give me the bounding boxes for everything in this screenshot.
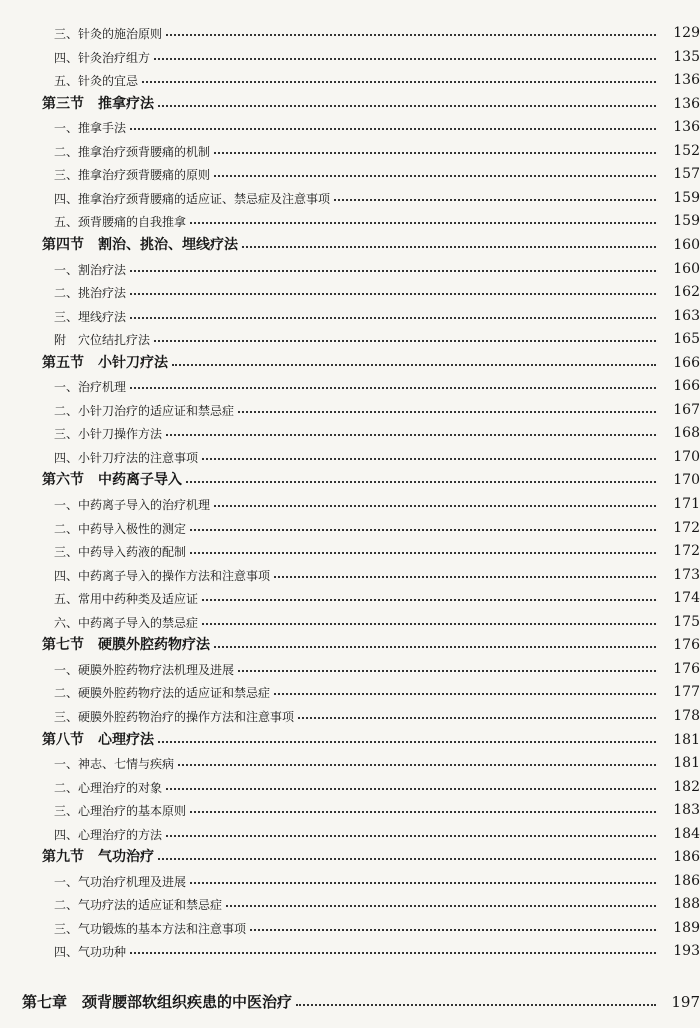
toc-entry-title: 第九节 气功治疗 xyxy=(42,849,154,866)
toc-entry-page-number: 171 xyxy=(673,496,700,512)
dot-leader xyxy=(130,387,656,389)
toc-section xyxy=(0,346,700,370)
dot-leader xyxy=(190,552,656,554)
toc-entry-page-number: 136 xyxy=(673,95,700,112)
toc-chapter xyxy=(0,986,700,1010)
dot-leader xyxy=(166,835,656,837)
toc-entry-title: 二、气功疗法的适应证和禁忌症 xyxy=(54,898,223,913)
dot-leader xyxy=(166,434,656,436)
toc-entry-title: 一、推拿手法 xyxy=(54,121,127,136)
toc-entry-title: 四、中药离子导入的操作方法和注意事项 xyxy=(54,568,271,583)
toc-entry-title: 五、针灸的宜忌 xyxy=(54,74,139,89)
toc-entry xyxy=(0,605,700,629)
dot-leader xyxy=(202,623,656,625)
toc-entry-page-number: 136 xyxy=(673,72,700,89)
dot-leader xyxy=(190,811,656,813)
toc-entry-page-number: 193 xyxy=(673,943,700,960)
toc-entry-title: 三、推拿治疗颈背腰痛的原则 xyxy=(54,168,211,183)
toc-entry xyxy=(0,675,700,699)
toc-entry-page-number: 135 xyxy=(673,48,700,65)
toc-entry xyxy=(0,817,700,841)
toc-entry-page-number: 184 xyxy=(673,825,700,842)
dot-leader xyxy=(130,270,656,272)
toc-entry-page-number: 181 xyxy=(673,755,700,772)
toc-section xyxy=(0,463,700,487)
toc-entry-title: 一、气功治疗机理及进展 xyxy=(54,874,187,889)
toc-entry xyxy=(0,322,700,346)
toc-entry xyxy=(0,416,700,440)
toc-entry xyxy=(0,40,700,64)
dot-leader xyxy=(298,717,656,719)
dot-leader xyxy=(154,340,656,342)
dot-leader xyxy=(214,152,656,154)
toc-entry xyxy=(0,299,700,323)
toc-entry-title: 四、气功功种 xyxy=(54,945,127,960)
toc-entry-page-number: 170 xyxy=(673,472,700,489)
toc-entry-title: 第七章 颈背腰部软组织疾患的中医治疗 xyxy=(22,993,293,1011)
toc-entry xyxy=(0,511,700,535)
toc-entry-page-number: 166 xyxy=(673,354,700,371)
toc-entry-title: 三、中药导入药液的配制 xyxy=(54,545,187,560)
toc-entry-page-number: 160 xyxy=(673,236,700,253)
dot-leader xyxy=(190,529,656,531)
dot-leader xyxy=(250,929,656,931)
toc-entry-title: 四、心理治疗的方法 xyxy=(54,827,163,842)
dot-leader xyxy=(130,952,656,954)
dot-leader xyxy=(214,175,656,177)
toc-entry-page-number: 160 xyxy=(673,260,700,277)
dot-leader xyxy=(190,222,656,224)
toc-entry-title: 一、硬膜外腔药物疗法机理及进展 xyxy=(54,662,235,677)
dot-leader xyxy=(130,128,656,130)
toc-entry xyxy=(0,134,700,158)
toc-entry-title: 三、气功锻炼的基本方法和注意事项 xyxy=(54,921,247,936)
toc-entry-page-number: 173 xyxy=(673,566,700,583)
toc-entry-title: 四、针灸治疗组方 xyxy=(54,50,151,65)
toc-entry-title: 四、推拿治疗颈背腰痛的适应证、禁忌症及注意事项 xyxy=(54,191,331,206)
dot-leader xyxy=(158,741,656,743)
toc-entry-title: 六、中药离子导入的禁忌症 xyxy=(54,615,199,630)
dot-leader xyxy=(202,599,656,601)
toc-entry xyxy=(0,440,700,464)
dot-leader xyxy=(166,788,656,790)
dot-leader xyxy=(202,458,656,460)
toc-entry-page-number: 186 xyxy=(673,872,700,889)
toc-entry-title: 第四节 割治、挑治、埋线疗法 xyxy=(42,236,238,253)
toc-entry-page-number: 129 xyxy=(673,25,700,41)
toc-entry xyxy=(0,793,700,817)
toc-entry xyxy=(0,770,700,794)
toc-entry-title: 三、埋线疗法 xyxy=(54,309,127,324)
toc-entry-page-number: 176 xyxy=(673,660,700,677)
dot-leader xyxy=(166,34,656,36)
toc-entry xyxy=(0,110,700,134)
toc-entry xyxy=(0,887,700,911)
dot-leader xyxy=(178,764,656,766)
toc-entry xyxy=(0,204,700,228)
toc-entry-title: 三、针灸的施治原则 xyxy=(54,27,163,41)
toc-entry xyxy=(0,393,700,417)
toc-entry xyxy=(0,16,700,40)
toc-entry-title: 五、常用中药种类及适应证 xyxy=(54,592,199,607)
toc-entry-page-number: 152 xyxy=(673,142,700,159)
toc-entry-page-number: 162 xyxy=(673,284,700,301)
toc-entry xyxy=(0,487,700,511)
toc-entry xyxy=(0,63,700,87)
toc-entry-page-number: 176 xyxy=(673,637,700,654)
toc-section xyxy=(0,628,700,652)
dot-leader xyxy=(142,81,656,83)
toc-entry-title: 二、硬膜外腔药物疗法的适应证和禁忌症 xyxy=(54,686,271,701)
toc-section xyxy=(0,840,700,864)
toc-entry xyxy=(0,746,700,770)
toc-entry-page-number: 177 xyxy=(673,684,700,701)
dot-leader xyxy=(130,293,656,295)
toc-section xyxy=(0,87,700,111)
toc-entry xyxy=(0,652,700,676)
dot-leader xyxy=(238,670,656,672)
toc-entry-page-number: 165 xyxy=(673,331,700,348)
toc-entry-page-number: 186 xyxy=(673,849,700,866)
toc-entry-page-number: 159 xyxy=(673,213,700,230)
toc-entry-page-number: 183 xyxy=(673,802,700,819)
toc-entry xyxy=(0,157,700,181)
toc-entry-page-number: 197 xyxy=(671,993,700,1011)
dot-leader xyxy=(186,481,656,483)
toc-entry-title: 二、挑治疗法 xyxy=(54,286,127,301)
toc-section xyxy=(0,723,700,747)
toc-entry-page-number: 172 xyxy=(673,543,700,560)
toc-entry-page-number: 136 xyxy=(673,119,700,136)
toc-entry-title: 三、心理治疗的基本原则 xyxy=(54,804,187,819)
toc-entry-page-number: 163 xyxy=(673,307,700,324)
toc-entry xyxy=(0,369,700,393)
toc-entry-title: 四、小针刀疗法的注意事项 xyxy=(54,450,199,465)
toc-entry-page-number: 175 xyxy=(673,613,700,630)
toc-entry-title: 一、神志、七情与疾病 xyxy=(54,757,175,772)
toc-entry xyxy=(0,275,700,299)
dot-leader xyxy=(154,58,656,60)
toc-entry-title: 一、中药离子导入的治疗机理 xyxy=(54,498,211,512)
toc-entry-page-number: 166 xyxy=(673,378,700,395)
toc-entry xyxy=(0,181,700,205)
dot-leader xyxy=(296,1004,656,1006)
dot-leader xyxy=(158,858,656,860)
toc-entry-page-number: 159 xyxy=(673,189,700,206)
toc-entry-title: 第八节 心理疗法 xyxy=(42,731,154,748)
dot-leader xyxy=(274,693,656,695)
dot-leader xyxy=(214,646,656,648)
toc-entry xyxy=(0,699,700,723)
toc-entry-title: 一、割治疗法 xyxy=(54,262,127,277)
toc-entry-page-number: 188 xyxy=(673,896,700,913)
toc-entry-title: 附 穴位结扎疗法 xyxy=(54,333,151,348)
toc-entry xyxy=(0,934,700,958)
toc-entry-title: 三、硬膜外腔药物治疗的操作方法和注意事项 xyxy=(54,709,295,724)
toc-entry-page-number: 167 xyxy=(673,401,700,418)
toc-entry-page-number: 168 xyxy=(673,425,700,442)
toc-entry-title: 二、中药导入极性的测定 xyxy=(54,521,187,536)
dot-leader xyxy=(190,882,656,884)
toc-entry xyxy=(0,252,700,276)
toc-entry-title: 一、治疗机理 xyxy=(54,380,127,395)
toc-entry-page-number: 170 xyxy=(673,448,700,465)
dot-leader xyxy=(334,199,656,201)
dot-leader xyxy=(226,905,656,907)
toc-entry-title: 二、推拿治疗颈背腰痛的机制 xyxy=(54,144,211,159)
toc-entry-title: 第五节 小针刀疗法 xyxy=(42,354,168,371)
toc-entry-page-number: 172 xyxy=(673,519,700,536)
toc-entry-page-number: 181 xyxy=(673,731,700,748)
toc-entry-page-number: 182 xyxy=(673,778,700,795)
toc-entry xyxy=(0,558,700,582)
toc-entry xyxy=(0,581,700,605)
toc-section xyxy=(0,228,700,252)
toc-entry xyxy=(0,911,700,935)
toc-entry xyxy=(0,864,700,888)
toc-entry-title: 第六节 中药离子导入 xyxy=(42,472,182,489)
toc-entry-page-number: 178 xyxy=(673,707,700,724)
toc-entry xyxy=(0,534,700,558)
dot-leader xyxy=(274,576,656,578)
dot-leader xyxy=(242,246,656,248)
toc-entry-title: 二、小针刀治疗的适应证和禁忌症 xyxy=(54,403,235,418)
dot-leader xyxy=(238,411,656,413)
dot-leader xyxy=(130,317,656,319)
dot-leader xyxy=(158,105,656,107)
dot-leader xyxy=(214,505,656,507)
toc-entry-title: 三、小针刀操作方法 xyxy=(54,427,163,442)
toc-entry-title: 五、颈背腰痛的自我推拿 xyxy=(54,215,187,230)
toc-entry-title: 第七节 硬膜外腔药物疗法 xyxy=(42,637,210,654)
toc-entry-page-number: 157 xyxy=(673,166,700,183)
toc-entry-page-number: 174 xyxy=(673,590,700,607)
toc-entry-title: 第三节 推拿疗法 xyxy=(42,95,154,112)
dot-leader xyxy=(172,364,656,366)
toc-entry-title: 二、心理治疗的对象 xyxy=(54,780,163,795)
toc-entry-page-number: 189 xyxy=(673,919,700,936)
